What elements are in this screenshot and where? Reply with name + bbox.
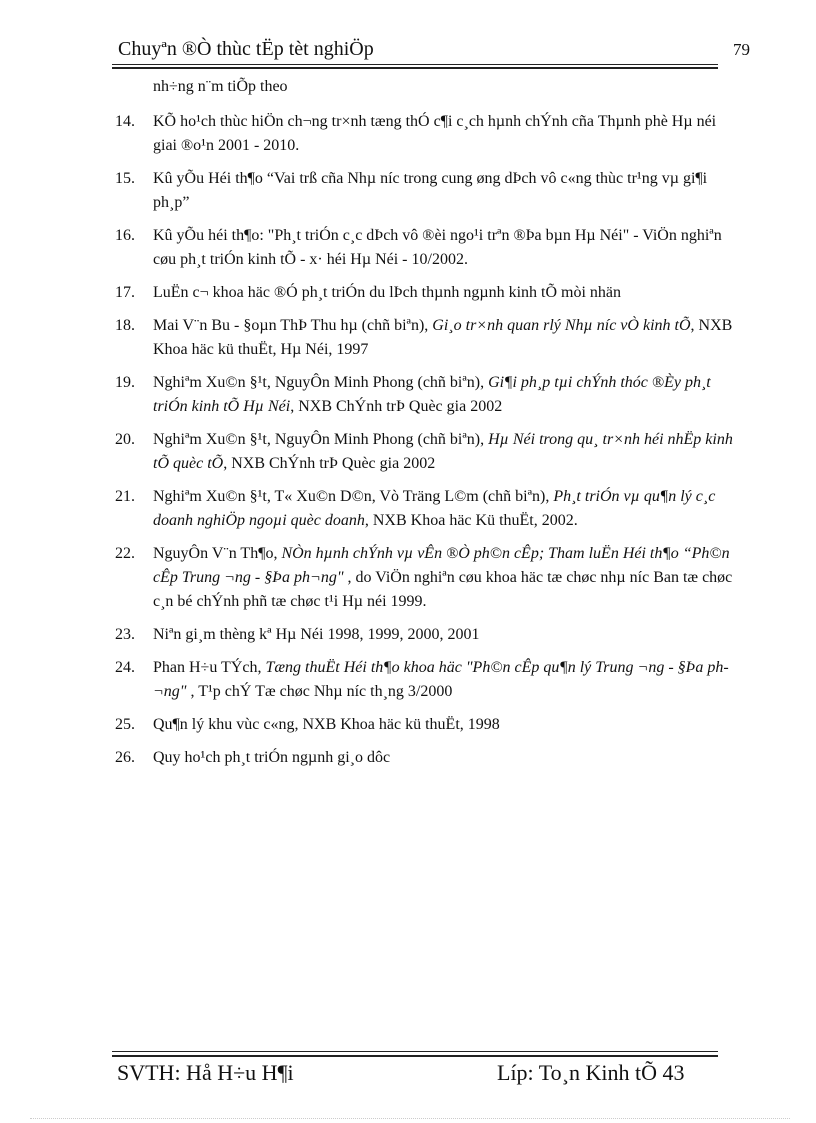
- reference-number: 19.: [115, 374, 135, 391]
- reference-item: [115, 746, 740, 770]
- reference-list: [115, 76, 740, 779]
- reference-number: 17.: [115, 284, 135, 301]
- page-edge-divider: [30, 1118, 790, 1119]
- footer-class: Líp: To¸n Kinh tÕ 43: [497, 1060, 685, 1085]
- reference-text: Phan H÷u TÝch,: [153, 659, 266, 676]
- reference-item: [115, 167, 740, 215]
- footer-rule-bottom: [112, 1055, 718, 1057]
- reference-text: Qu¶n lý khu vùc c«ng, NXB Khoa häc kü thuËt, 1998: [153, 716, 500, 733]
- reference-text: , NXB ChÝnh trÞ Quèc gia 2002: [223, 455, 436, 472]
- reference-text: Niªn gi¸m thèng kª Hµ Néi 1998, 1999, 2000, 2001: [153, 626, 480, 643]
- reference-text: Nghiªm Xu©n §¹t, NguyÔn Minh Phong (chñ biªn),: [153, 374, 489, 391]
- reference-number: 18.: [115, 317, 135, 334]
- reference-number: 15.: [115, 170, 135, 187]
- reference-text: Nghiªm Xu©n §¹t, NguyÔn Minh Phong (chñ biªn),: [153, 431, 489, 448]
- reference-text: , T¹p chÝ Tæ chøc Nhµ níc th¸ng 3/2000: [186, 683, 453, 700]
- reference-item: [115, 623, 740, 647]
- reference-text: Mai V¨n Bu - §oµn ThÞ Thu hµ (chñ biªn),: [153, 317, 433, 334]
- reference-number: 26.: [115, 749, 135, 766]
- reference-title: Hµ Néi trong qu¸ tr×nh héi nhËp kinh tÕ quèc tÕ: [153, 431, 733, 472]
- reference-text: KÕ ho¹ch thùc hiÖn ch¬ng tr×nh tæng thÓ c¶i c¸ch hµnh chÝnh cña Thµnh phè Hµ néi giai ®o¹n 2001 - 2010.: [153, 113, 717, 154]
- reference-text: NguyÔn V¨n Th¶o,: [153, 545, 282, 562]
- reference-text: , NXB ChÝnh trÞ Quèc gia 2002: [290, 398, 503, 415]
- reference-text: Kû yÕu Héi th¶o “Vai trß cña Nhµ níc trong cung øng dÞch vô c«ng thùc tr¹ng vµ gi¶i ph¸p”: [153, 170, 708, 211]
- page-header: [118, 38, 718, 64]
- reference-text: Quy ho¹ch ph¸t triÓn ngµnh gi¸o dôc: [153, 749, 391, 766]
- reference-title: Gi¶i ph¸p tµi chÝnh thóc ®Èy ph¸t triÓn kinh tÕ Hµ Néi: [153, 374, 711, 415]
- reference-item: [115, 110, 740, 158]
- page-number: 79: [733, 40, 750, 59]
- footer-student: SVTH: Hå H÷u H¶i: [117, 1060, 294, 1085]
- reference-number: 25.: [115, 716, 135, 733]
- reference-text: , do ViÖn nghiªn cøu khoa häc tæ chøc nhµ níc Ban tæ chøc c¸n bé chÝnh phñ tæ chøc t¹i Hµ néi 1999.: [153, 569, 733, 610]
- reference-title: Gi¸o tr×nh quan rlý Nhµ níc vÒ kinh tÕ: [432, 317, 691, 334]
- reference-item: [115, 656, 740, 704]
- reference-number: 21.: [115, 488, 135, 505]
- reference-items: [115, 110, 740, 770]
- reference-title: NÒn hµnh chÝnh vµ vÊn ®Ò ph©n cÊp; Tham luËn Héi th¶o “Ph©n cÊp Trung ¬ng - §Þa ph¬ng": [153, 545, 730, 586]
- reference-item: [115, 542, 740, 614]
- reference-item: [115, 224, 740, 272]
- reference-number: 20.: [115, 431, 135, 448]
- footer-rule-top: [112, 1051, 718, 1052]
- reference-item: [115, 281, 740, 305]
- reference-text: LuËn c¬ khoa häc ®Ó ph¸t triÓn du lÞch thµnh ngµnh kinh tÕ mòi nhän: [153, 284, 621, 301]
- reference-number: 22.: [115, 545, 135, 562]
- reference-text: , NXB Khoa häc Kü thuËt, 2002.: [364, 512, 578, 529]
- reference-text: Nghiªm Xu©n §¹t, T« Xu©n D©n, Vò Träng L©m (chñ biªn),: [153, 488, 554, 505]
- document-title: Chuyªn ®Ò thùc tËp tèt nghiÖp: [118, 38, 374, 60]
- reference-text: Kû yÕu héi th¶o: "Ph¸t triÓn c¸c dÞch vô ®èi ngo¹i trªn ®Þa bµn Hµ Néi" - ViÖn nghiªn cøu ph¸t triÓn kinh tÕ - x· héi Hµ Néi - 10/2002.: [153, 227, 722, 268]
- reference-number: 24.: [115, 659, 135, 676]
- reference-item: [115, 371, 740, 419]
- reference-item: [115, 314, 740, 362]
- reference-title: Tæng thuËt Héi th¶o khoa häc "Ph©n cÊp qu¶n lý Trung ¬ng - §Þa ph¬ng": [153, 659, 729, 700]
- reference-number: 16.: [115, 227, 135, 244]
- header-rule-top: [112, 64, 718, 65]
- header-rule-bottom: [112, 67, 718, 69]
- reference-item: [115, 428, 740, 476]
- reference-item: [115, 713, 740, 737]
- continuation-line: nh÷ng n¨m tiÕp theo: [153, 78, 288, 95]
- reference-item: [115, 485, 740, 533]
- reference-number: 14.: [115, 113, 135, 130]
- reference-title: Ph¸t triÓn vµ qu¶n lý c¸c doanh nghiÖp ngoµi quèc doanh: [153, 488, 716, 529]
- reference-number: 23.: [115, 626, 135, 643]
- reference-text: , NXB Khoa häc kü thuËt, Hµ Néi, 1997: [153, 317, 733, 358]
